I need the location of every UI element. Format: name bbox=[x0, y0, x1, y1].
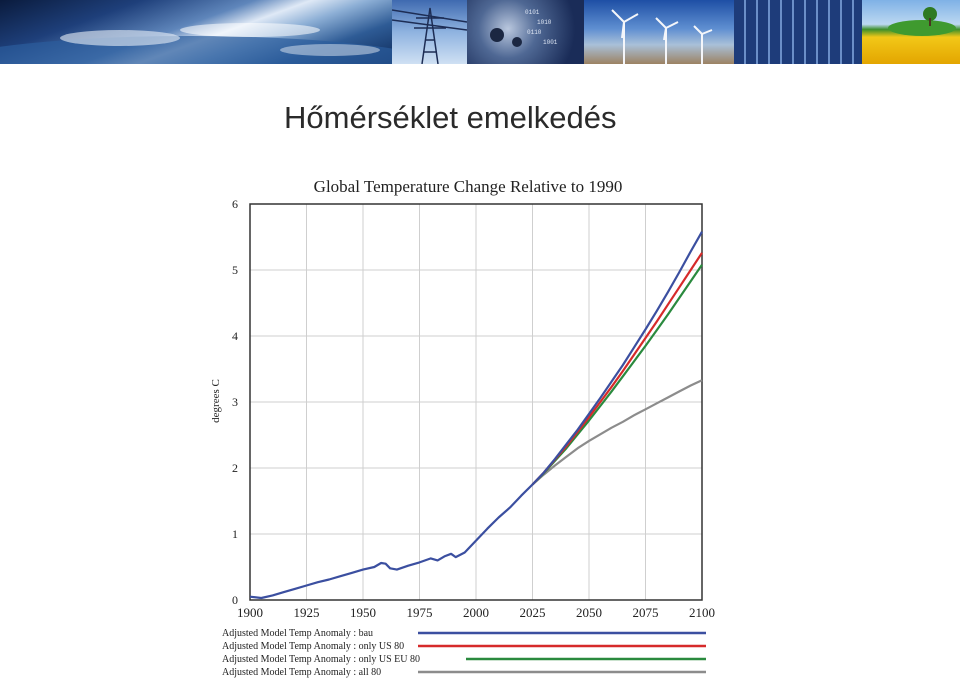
legend-label-only-us-eu-80: Adjusted Model Temp Anomaly : only US EU 80 bbox=[222, 654, 420, 665]
chart-title: Global Temperature Change Relative to 1990 bbox=[313, 177, 623, 196]
y-tick-label: 4 bbox=[232, 329, 238, 343]
x-tick-label: 1900 bbox=[237, 605, 263, 620]
y-tick-label: 1 bbox=[232, 527, 238, 541]
svg-text:0110: 0110 bbox=[527, 29, 542, 36]
svg-text:1010: 1010 bbox=[537, 19, 552, 26]
legend bbox=[222, 628, 706, 678]
series-line-all-80 bbox=[533, 380, 703, 484]
x-tick-label: 2025 bbox=[519, 605, 546, 620]
x-tick-label: 2000 bbox=[463, 605, 489, 620]
svg-text:1001: 1001 bbox=[543, 39, 558, 46]
x-tick-label: 2050 bbox=[576, 605, 602, 620]
x-tick-label: 1925 bbox=[293, 605, 320, 620]
y-tick-label: 6 bbox=[232, 197, 238, 211]
legend-label-all-80: Adjusted Model Temp Anomaly : all 80 bbox=[222, 667, 382, 678]
svg-text:0101: 0101 bbox=[525, 9, 540, 16]
series-line-only-us-80 bbox=[533, 253, 703, 485]
y-tick-label: 5 bbox=[232, 263, 238, 277]
legend-label-bau: Adjusted Model Temp Anomaly : bau bbox=[222, 628, 374, 639]
axis-ticks bbox=[232, 197, 715, 620]
x-tick-label: 1950 bbox=[350, 605, 376, 620]
y-tick-label: 3 bbox=[232, 395, 238, 409]
x-tick-label: 2075 bbox=[632, 605, 659, 620]
y-tick-label: 2 bbox=[232, 461, 238, 475]
x-tick-label: 1975 bbox=[406, 605, 433, 620]
slide-title: Hőmérséklet emelkedés bbox=[284, 100, 617, 135]
legend-label-only-us-80: Adjusted Model Temp Anomaly : only US 80 bbox=[222, 641, 405, 652]
x-tick-label: 2100 bbox=[689, 605, 715, 620]
y-tick-label: 0 bbox=[232, 593, 238, 607]
y-axis-label: degrees C bbox=[210, 379, 222, 423]
